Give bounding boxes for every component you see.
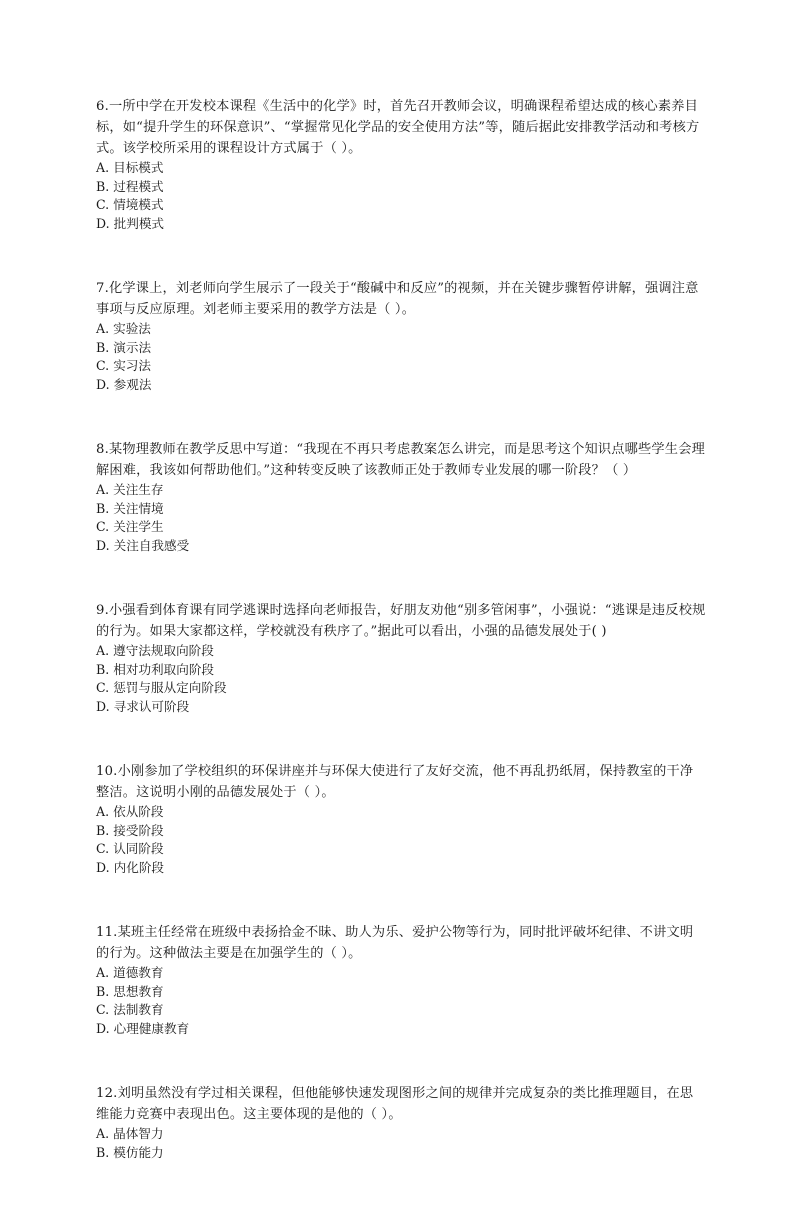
- option-list: [96, 642, 706, 716]
- document-page: [96, 96, 706, 1207]
- question-block: [96, 1083, 706, 1162]
- question-stem: 7.化学课上，刘老师向学生展示了一段关于“酸碱中和反应”的视频，并在关键步骤暂停讲解，强调注意事项与反应原理。刘老师主要采用的教学方法是（ ）。: [96, 281, 699, 317]
- question-block: [96, 761, 706, 877]
- answer-option: A. 依从阶段: [96, 804, 164, 819]
- answer-option: B. 接受阶段: [96, 822, 164, 838]
- question-stem: 9.小强看到体育课有同学逃课时选择向老师报告，好朋友劝他“别多管闲事”，小强说：“逃课是违反校规的行为。如果大家都这样，学校就没有秩序了。”据此可以看出，小强的品德发展处于( ): [96, 603, 706, 639]
- answer-option: C. 实习法: [96, 358, 151, 373]
- question-block: [96, 922, 706, 1038]
- answer-option: C. 法制教育: [96, 1002, 164, 1017]
- option-list: [96, 320, 706, 394]
- option-list: [96, 481, 706, 555]
- question-block: [96, 96, 706, 233]
- answer-option: C. 情境模式: [96, 197, 164, 212]
- answer-option: D. 寻求认可阶段: [96, 698, 190, 714]
- answer-option: B. 模仿能力: [96, 1144, 164, 1160]
- question-stem: 8.某物理教师在教学反思中写道：“我现在不再只考虑教案怎么讲完，而是思考这个知识点哪些学生会理解困难，我该如何帮助他们。”这种转变反映了该教师正处于教师专业发展的哪一阶段？（ ）: [96, 442, 705, 478]
- question-stem: 11.某班主任经常在班级中表扬拾金不昧、助人为乐、爱护公物等行为，同时批评破坏纪律、不讲文明的行为。这种做法主要是在加强学生的（ ）。: [96, 925, 694, 961]
- question-block: [96, 439, 706, 555]
- answer-option: A. 遵守法规取向阶段: [96, 643, 214, 658]
- answer-option: D. 关注自我感受: [96, 537, 190, 553]
- answer-option: A. 目标模式: [96, 160, 164, 175]
- answer-option: D. 心理健康教育: [96, 1020, 190, 1036]
- option-list: [96, 964, 706, 1038]
- answer-option: D. 批判模式: [96, 215, 165, 231]
- answer-option: B. 演示法: [96, 339, 152, 355]
- answer-option: A. 道德教育: [96, 965, 164, 980]
- answer-option: D. 参观法: [96, 376, 152, 392]
- answer-option: A. 晶体智力: [96, 1126, 164, 1141]
- option-list: [96, 159, 706, 233]
- answer-option: C. 惩罚与服从定向阶段: [96, 680, 227, 695]
- question-stem: 10.小刚参加了学校组织的环保讲座并与环保大使进行了友好交流，他不再乱扔纸屑，保持教室的干净整洁。这说明小刚的品德发展处于（ ）。: [96, 764, 694, 800]
- question-stem: 6.一所中学在开发校本课程《生活中的化学》时，首先召开教师会议，明确课程希望达成的核心素养目标，如“提升学生的环保意识”、“掌握常见化学品的安全使用方法”等，随后据此安排教学活动和考核方式。该学校所采用的课程设计方式属于（ ）。: [96, 99, 700, 156]
- answer-option: A. 实验法: [96, 321, 151, 336]
- answer-option: D. 内化阶段: [96, 859, 165, 875]
- question-block: [96, 600, 706, 716]
- answer-option: B. 思想教育: [96, 983, 164, 999]
- question-stem: 12.刘明虽然没有学过相关课程，但他能够快速发现图形之间的规律并完成复杂的类比推理题目，在思维能力竞赛中表现出色。这主要体现的是他的（ ）。: [96, 1086, 694, 1122]
- answer-option: C. 关注学生: [96, 519, 164, 534]
- answer-option: C. 认同阶段: [96, 841, 164, 856]
- question-block: [96, 278, 706, 394]
- answer-option: B. 相对功利取向阶段: [96, 661, 215, 677]
- option-list: [96, 803, 706, 877]
- answer-option: B. 过程模式: [96, 178, 164, 194]
- answer-option: A. 关注生存: [96, 482, 164, 497]
- answer-option: B. 关注情境: [96, 500, 164, 516]
